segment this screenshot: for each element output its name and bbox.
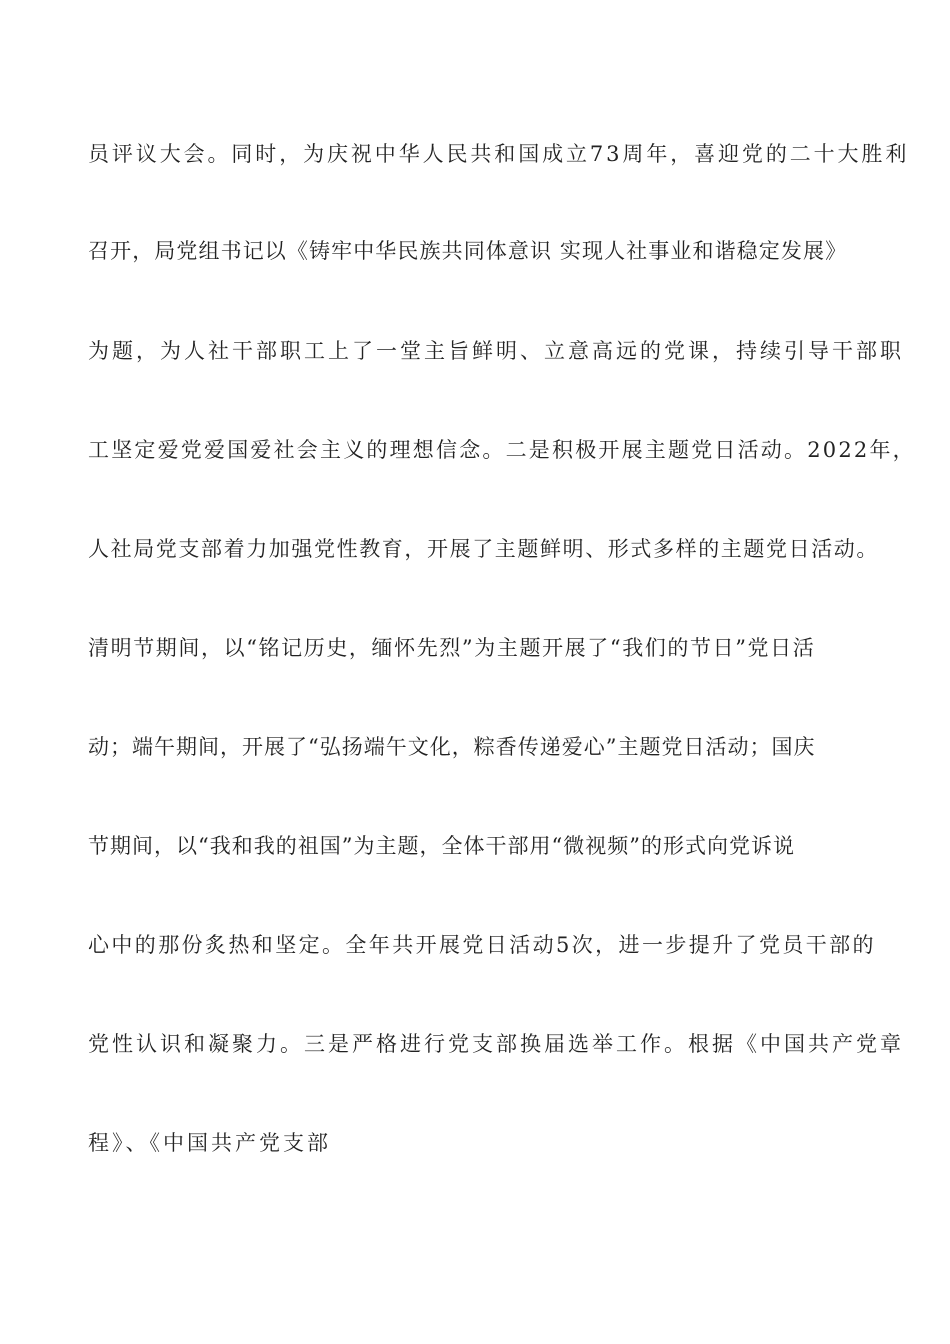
paragraph-line: 人社局党支部着力加强党性教育，开展了主题鲜明、形式多样的主题党日活动。 [88,537,879,561]
paragraph-line: 工坚定爱党爱国爱社会主义的理想信念。二是积极开展主题党日活动。2022年， [88,438,916,462]
paragraph-line: 节期间，以“我和我的祖国”为主题，全体干部用“微视频”的形式向党诉说 [88,834,795,858]
paragraph-line: 党性认识和凝聚力。三是严格进行党支部换届选举工作。根据《中国共产党章 [88,1032,904,1056]
paragraph-line: 程》、《中国共产党支部 [88,1131,331,1155]
paragraph-line: 心中的那份炙热和坚定。全年共开展党日活动5次，进一步提升了党员干部的 [88,933,876,957]
paragraph-line: 清明节期间，以“铭记历史，缅怀先烈”为主题开展了“我们的节日”党日活 [88,636,816,660]
paragraph-line: 动；端午期间，开展了“弘扬端午文化，粽香传递爱心”主题党日活动；国庆 [88,735,816,759]
paragraph-line: 为题，为人社干部职工上了一堂主旨鲜明、立意高远的党课，持续引导干部职 [88,339,904,363]
paragraph-line: 召开，局党组书记以《铸牢中华民族共同体意识 实现人社事业和谐稳定发展》 [88,239,848,263]
paragraph-line: 员评议大会。同时，为庆祝中华人民共和国成立73周年，喜迎党的二十大胜利 [88,142,910,166]
